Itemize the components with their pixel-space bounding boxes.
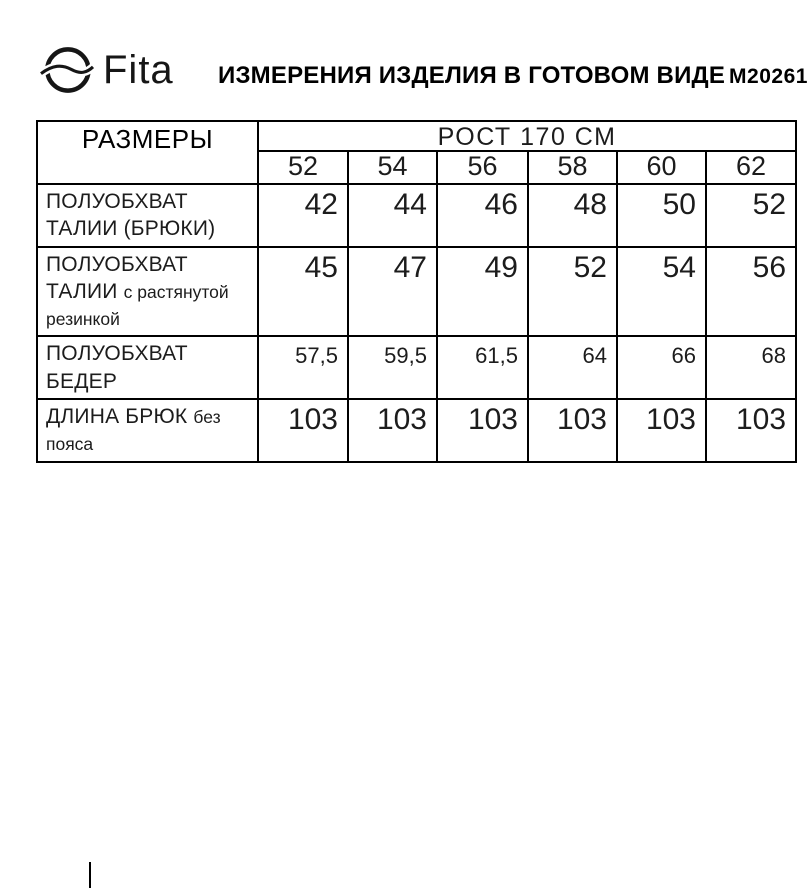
page-title	[218, 62, 808, 90]
value-cell: 103	[617, 399, 706, 462]
value-cell: 103	[528, 399, 617, 462]
measurements-table	[36, 120, 797, 463]
row-label	[37, 399, 258, 462]
value-cell: 45	[258, 247, 348, 337]
size-col-header: 62	[706, 151, 796, 184]
brand-name: Fita	[103, 47, 174, 92]
value-cell: 61,5	[437, 336, 528, 399]
size-col-header: 56	[437, 151, 528, 184]
page-title-text: ИЗМЕРЕНИЯ ИЗДЕЛИЯ В ГОТОВОМ ВИДЕ	[218, 62, 726, 89]
row-label-note: без пояса	[46, 407, 221, 455]
model-code: М20261	[729, 65, 808, 88]
size-col-header: 54	[348, 151, 437, 184]
value-cell: 68	[706, 336, 796, 399]
value-cell: 52	[706, 184, 796, 247]
height-group-header-cell: РОСТ 170 СМ	[258, 121, 796, 151]
value-cell: 44	[348, 184, 437, 247]
row-label	[37, 336, 258, 399]
value-cell: 52	[528, 247, 617, 337]
table-header-row-1	[37, 121, 796, 151]
value-cell: 103	[348, 399, 437, 462]
corner-header-cell: РАЗМЕРЫ	[37, 121, 258, 184]
value-cell: 64	[528, 336, 617, 399]
value-cell: 49	[437, 247, 528, 337]
value-cell: 54	[617, 247, 706, 337]
value-cell: 47	[348, 247, 437, 337]
value-cell: 66	[617, 336, 706, 399]
row-label	[37, 247, 258, 337]
table-row-hips	[37, 336, 796, 399]
table-row-waist-stretched	[37, 247, 796, 337]
row-label-text: ПОЛУОБХВАТ ТАЛИИ	[46, 252, 188, 303]
brand-logo	[40, 44, 174, 96]
value-cell: 57,5	[258, 336, 348, 399]
row-label-text: ДЛИНА БРЮК	[46, 405, 188, 429]
size-col-header: 52	[258, 151, 348, 184]
brand-header	[40, 44, 174, 96]
size-col-header: 60	[617, 151, 706, 184]
value-cell: 103	[258, 399, 348, 462]
table-row-trouser-length	[37, 399, 796, 462]
value-cell: 59,5	[348, 336, 437, 399]
table-row-waist-trousers	[37, 184, 796, 247]
circle-wave-logo-icon	[40, 44, 94, 96]
row-label-note: с растянутой резинкой	[46, 281, 229, 330]
value-cell: 50	[617, 184, 706, 247]
value-cell: 42	[258, 184, 348, 247]
value-cell: 48	[528, 184, 617, 247]
size-col-header: 58	[528, 151, 617, 184]
row-label	[37, 184, 258, 247]
stray-vertical-mark	[89, 862, 91, 888]
value-cell: 103	[706, 399, 796, 462]
row-label-text: ПОЛУОБХВАТ ТАЛИИ (БРЮКИ)	[46, 190, 216, 241]
value-cell: 46	[437, 184, 528, 247]
value-cell: 56	[706, 247, 796, 337]
value-cell: 103	[437, 399, 528, 462]
row-label-text: ПОЛУОБХВАТ БЕДЕР	[46, 342, 188, 393]
